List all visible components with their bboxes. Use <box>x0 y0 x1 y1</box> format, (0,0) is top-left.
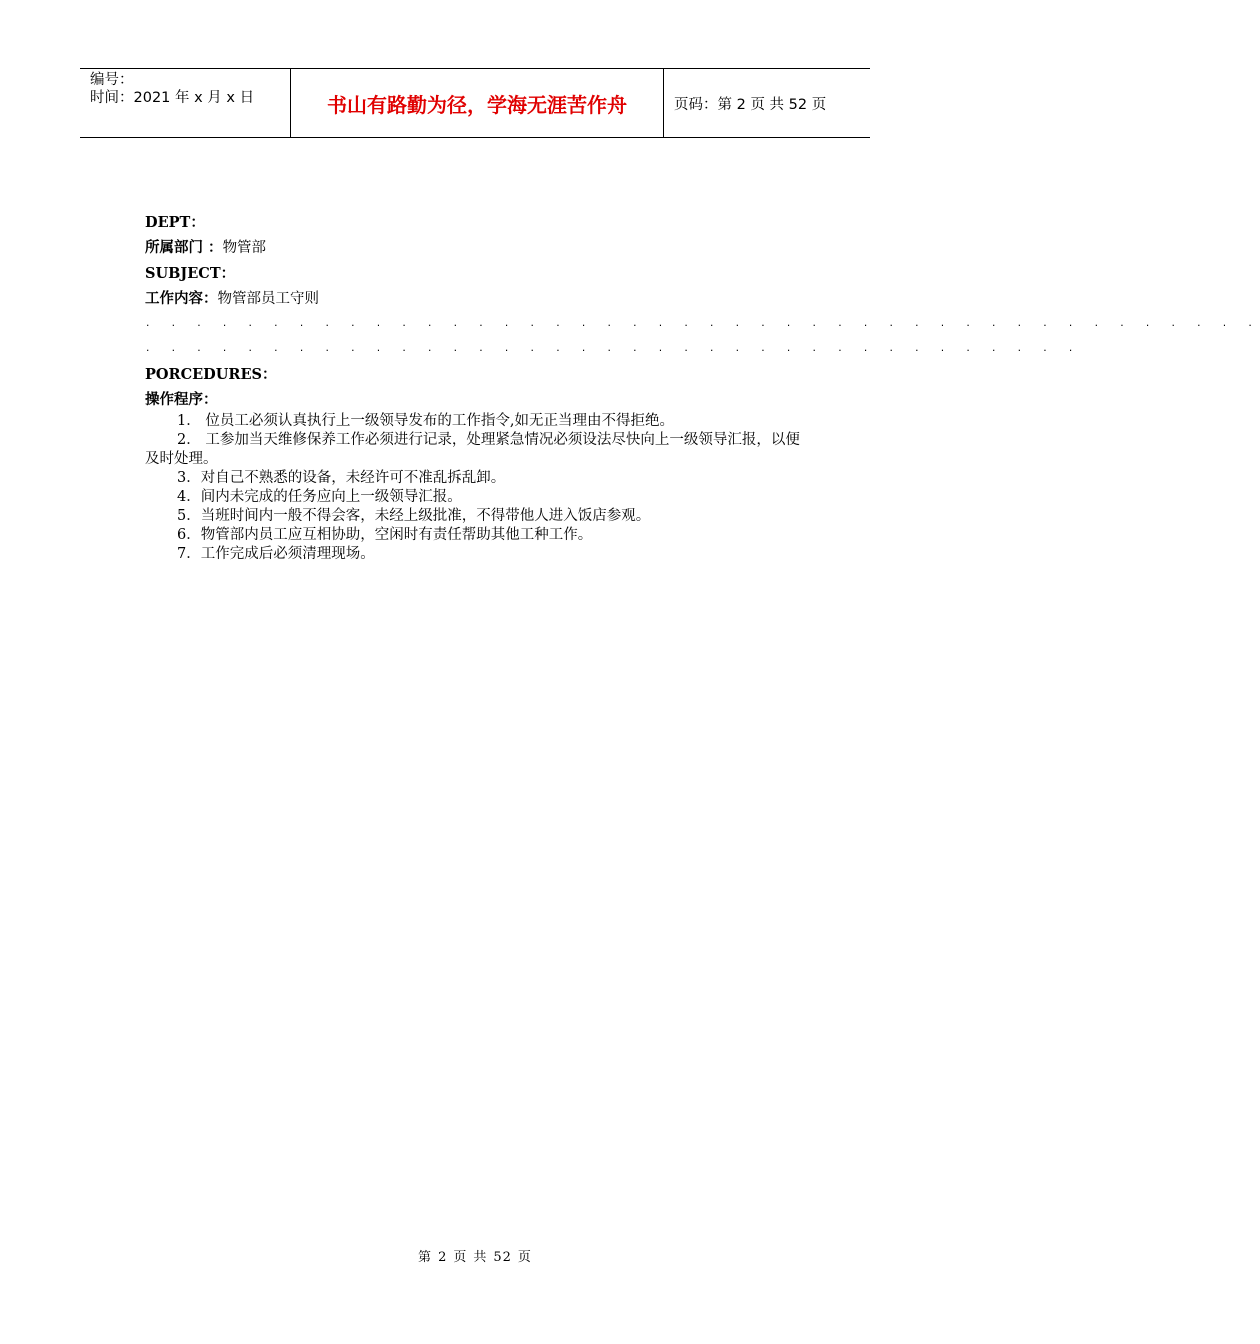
date-line: 时间：2021 年 x 月 x 日 <box>90 90 255 106</box>
footer-total-word1: 共 <box>473 1250 488 1265</box>
procedure-item: 3．对自己不熟悉的设备，未经许可不准乱拆乱卸。 <box>177 470 506 486</box>
procedure-item: 2． 工参加当天维修保养工作必须进行记录，处理紧急情况必须设法尽快向上一级领导汇报，以便及时处理。 <box>145 432 800 467</box>
header-meta <box>80 69 291 137</box>
work-label: 工作内容： <box>145 290 218 307</box>
procedure-item: 5．当班时间内一般不得会客，未经上级批准，不得带他人进入饭店参观。 <box>177 508 651 524</box>
footer-page-num: 2 <box>438 1250 448 1265</box>
procedures-list <box>145 412 810 564</box>
procedure-item: 4．间内未完成的任务应向上一级领导汇报。 <box>177 489 462 505</box>
footer-total-num: 52 <box>493 1250 512 1265</box>
procedures-label: PORCEDURES： <box>145 366 277 383</box>
subject-label: SUBJECT： <box>145 265 236 282</box>
dotted-separator-2: . . . . . . . . . . . . . . . . . . . . . . . . . . . . . . . . . . . . . <box>145 344 1081 354</box>
procedures-cn-label: 操作程序： <box>145 391 218 408</box>
dept-label: DEPT： <box>145 214 205 231</box>
page-header <box>80 68 870 138</box>
dept-line <box>145 235 810 261</box>
procedure-item: 7．工作完成后必须清理现场。 <box>177 546 375 562</box>
dotted-separator-1: . . . . . . . . . . . . . . . . . . . . . . . . . . . . . . . . . . . . . . . . . . . . <box>145 319 1260 329</box>
procedure-item: 1． 位员工必须认真执行上一级领导发布的工作指令,如无正当理由不得拒绝。 <box>177 413 674 429</box>
document-body <box>145 210 1260 564</box>
work-value: 物管部员工守则 <box>217 291 319 307</box>
procedure-item: 6．物管部内员工应互相协助，空闲时有责任帮助其他工种工作。 <box>177 527 593 543</box>
header-page-info: 页码：第 2 页 共 52 页 <box>674 96 827 113</box>
footer-page-word1: 第 <box>418 1250 433 1265</box>
footer-page-word2: 页 <box>453 1250 468 1265</box>
number-label: 编号： <box>90 72 134 88</box>
page-footer <box>0 1246 950 1265</box>
header-motto: 书山有路勤为径，学海无涯苦作舟 <box>291 69 664 137</box>
dept-cn-label: 所属部门 ： <box>145 239 223 256</box>
footer-total-word2: 页 <box>517 1250 532 1265</box>
dept-cn-value: 物管部 <box>222 240 267 256</box>
work-line <box>145 286 810 312</box>
